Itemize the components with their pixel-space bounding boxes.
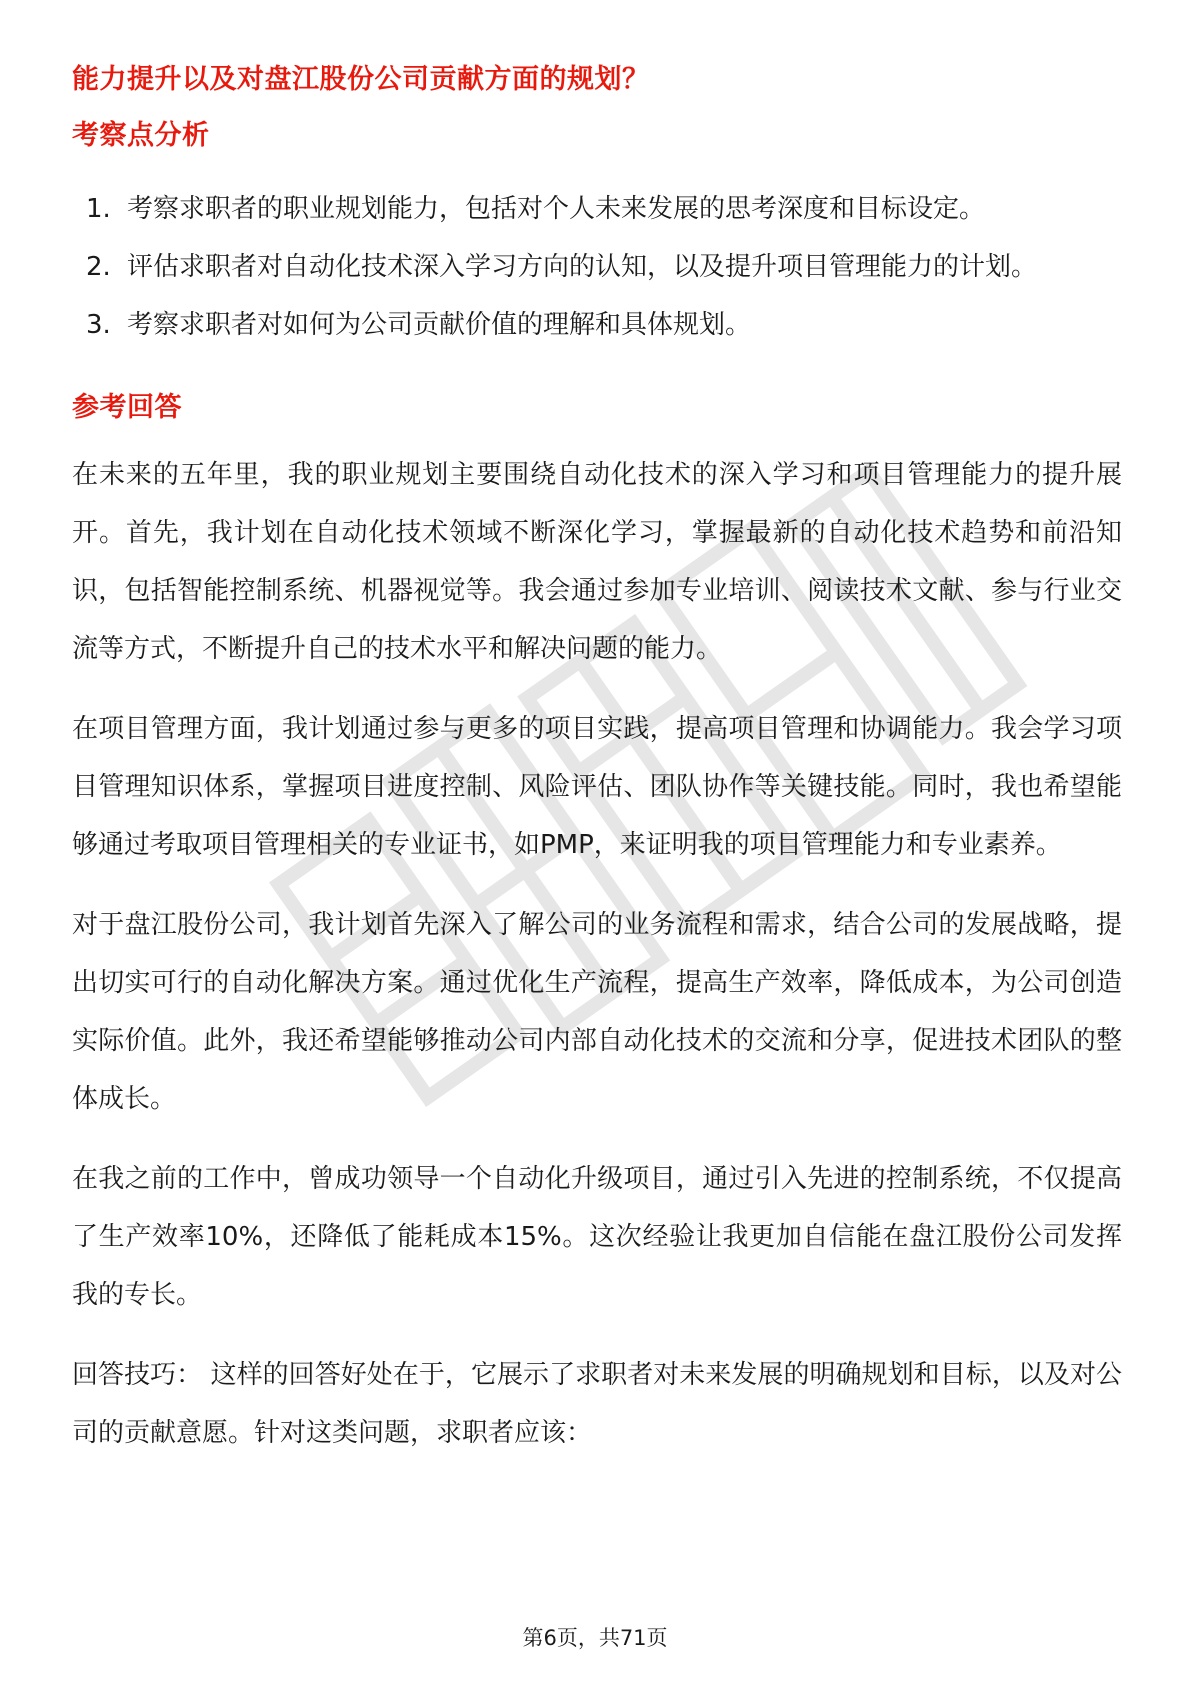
analysis-item-number: 3.: [86, 310, 111, 340]
analysis-item-text: 考察求职者的职业规划能力，包括对个人未来发展的思考深度和目标设定。: [127, 194, 986, 224]
analysis-item-number: 2.: [86, 252, 111, 282]
answer-paragraph: 在未来的五年里，我的职业规划主要围绕自动化技术的深入学习和项目管理能力的提升展开。首先，我计划在自动化技术领域不断深化学习，掌握最新的自动化技术趋势和前沿知识，包括智能控制系统、机器视觉等。我会通过参加专业培训、阅读技术文献、参与行业交流等方式，不断提升自己的技术水平和解决问题的能力。: [72, 460, 1122, 664]
answer-tip-paragraph: 回答技巧： 这样的回答好处在于，它展示了求职者对未来发展的明确规划和目标，以及对公司的贡献意愿。针对这类问题，求职者应该：: [72, 1360, 1122, 1448]
analysis-item: [72, 238, 1122, 296]
answer-heading: 参考回答: [72, 392, 182, 423]
analysis-item: [72, 296, 1122, 354]
analysis-item-text: 考察求职者对如何为公司贡献价值的理解和具体规划。: [127, 310, 752, 340]
analysis-list: [72, 180, 1122, 354]
analysis-heading: 考察点分析: [72, 120, 210, 151]
document-content: [72, 52, 1122, 1462]
answer-paragraph: 在项目管理方面，我计划通过参与更多的项目实践，提高项目管理和协调能力。我会学习项目管理知识体系，掌握项目进度控制、风险评估、团队协作等关键技能。同时，我也希望能够通过考取项目管理相关的专业证书，如PMP，来证明我的项目管理能力和专业素养。: [72, 714, 1122, 860]
page-number-footer: 第6页，共71页: [522, 1626, 668, 1650]
answer-paragraph: 对于盘江股份公司，我计划首先深入了解公司的业务流程和需求，结合公司的发展战略，提出切实可行的自动化解决方案。通过优化生产流程，提高生产效率，降低成本，为公司创造实际价值。此外，我还希望能够推动公司内部自动化技术的交流和分享，促进技术团队的整体成长。: [72, 910, 1122, 1114]
analysis-item-text: 评估求职者对自动化技术深入学习方向的认知，以及提升项目管理能力的计划。: [127, 252, 1038, 282]
analysis-item-number: 1.: [86, 194, 111, 224]
question-title: 能力提升以及对盘江股份公司贡献方面的规划？: [72, 64, 650, 95]
analysis-item: [72, 180, 1122, 238]
answer-paragraph: 在我之前的工作中，曾成功领导一个自动化升级项目，通过引入先进的控制系统，不仅提高了生产效率10%，还降低了能耗成本15%。这次经验让我更加自信能在盘江股份公司发挥我的专长。: [72, 1164, 1122, 1310]
